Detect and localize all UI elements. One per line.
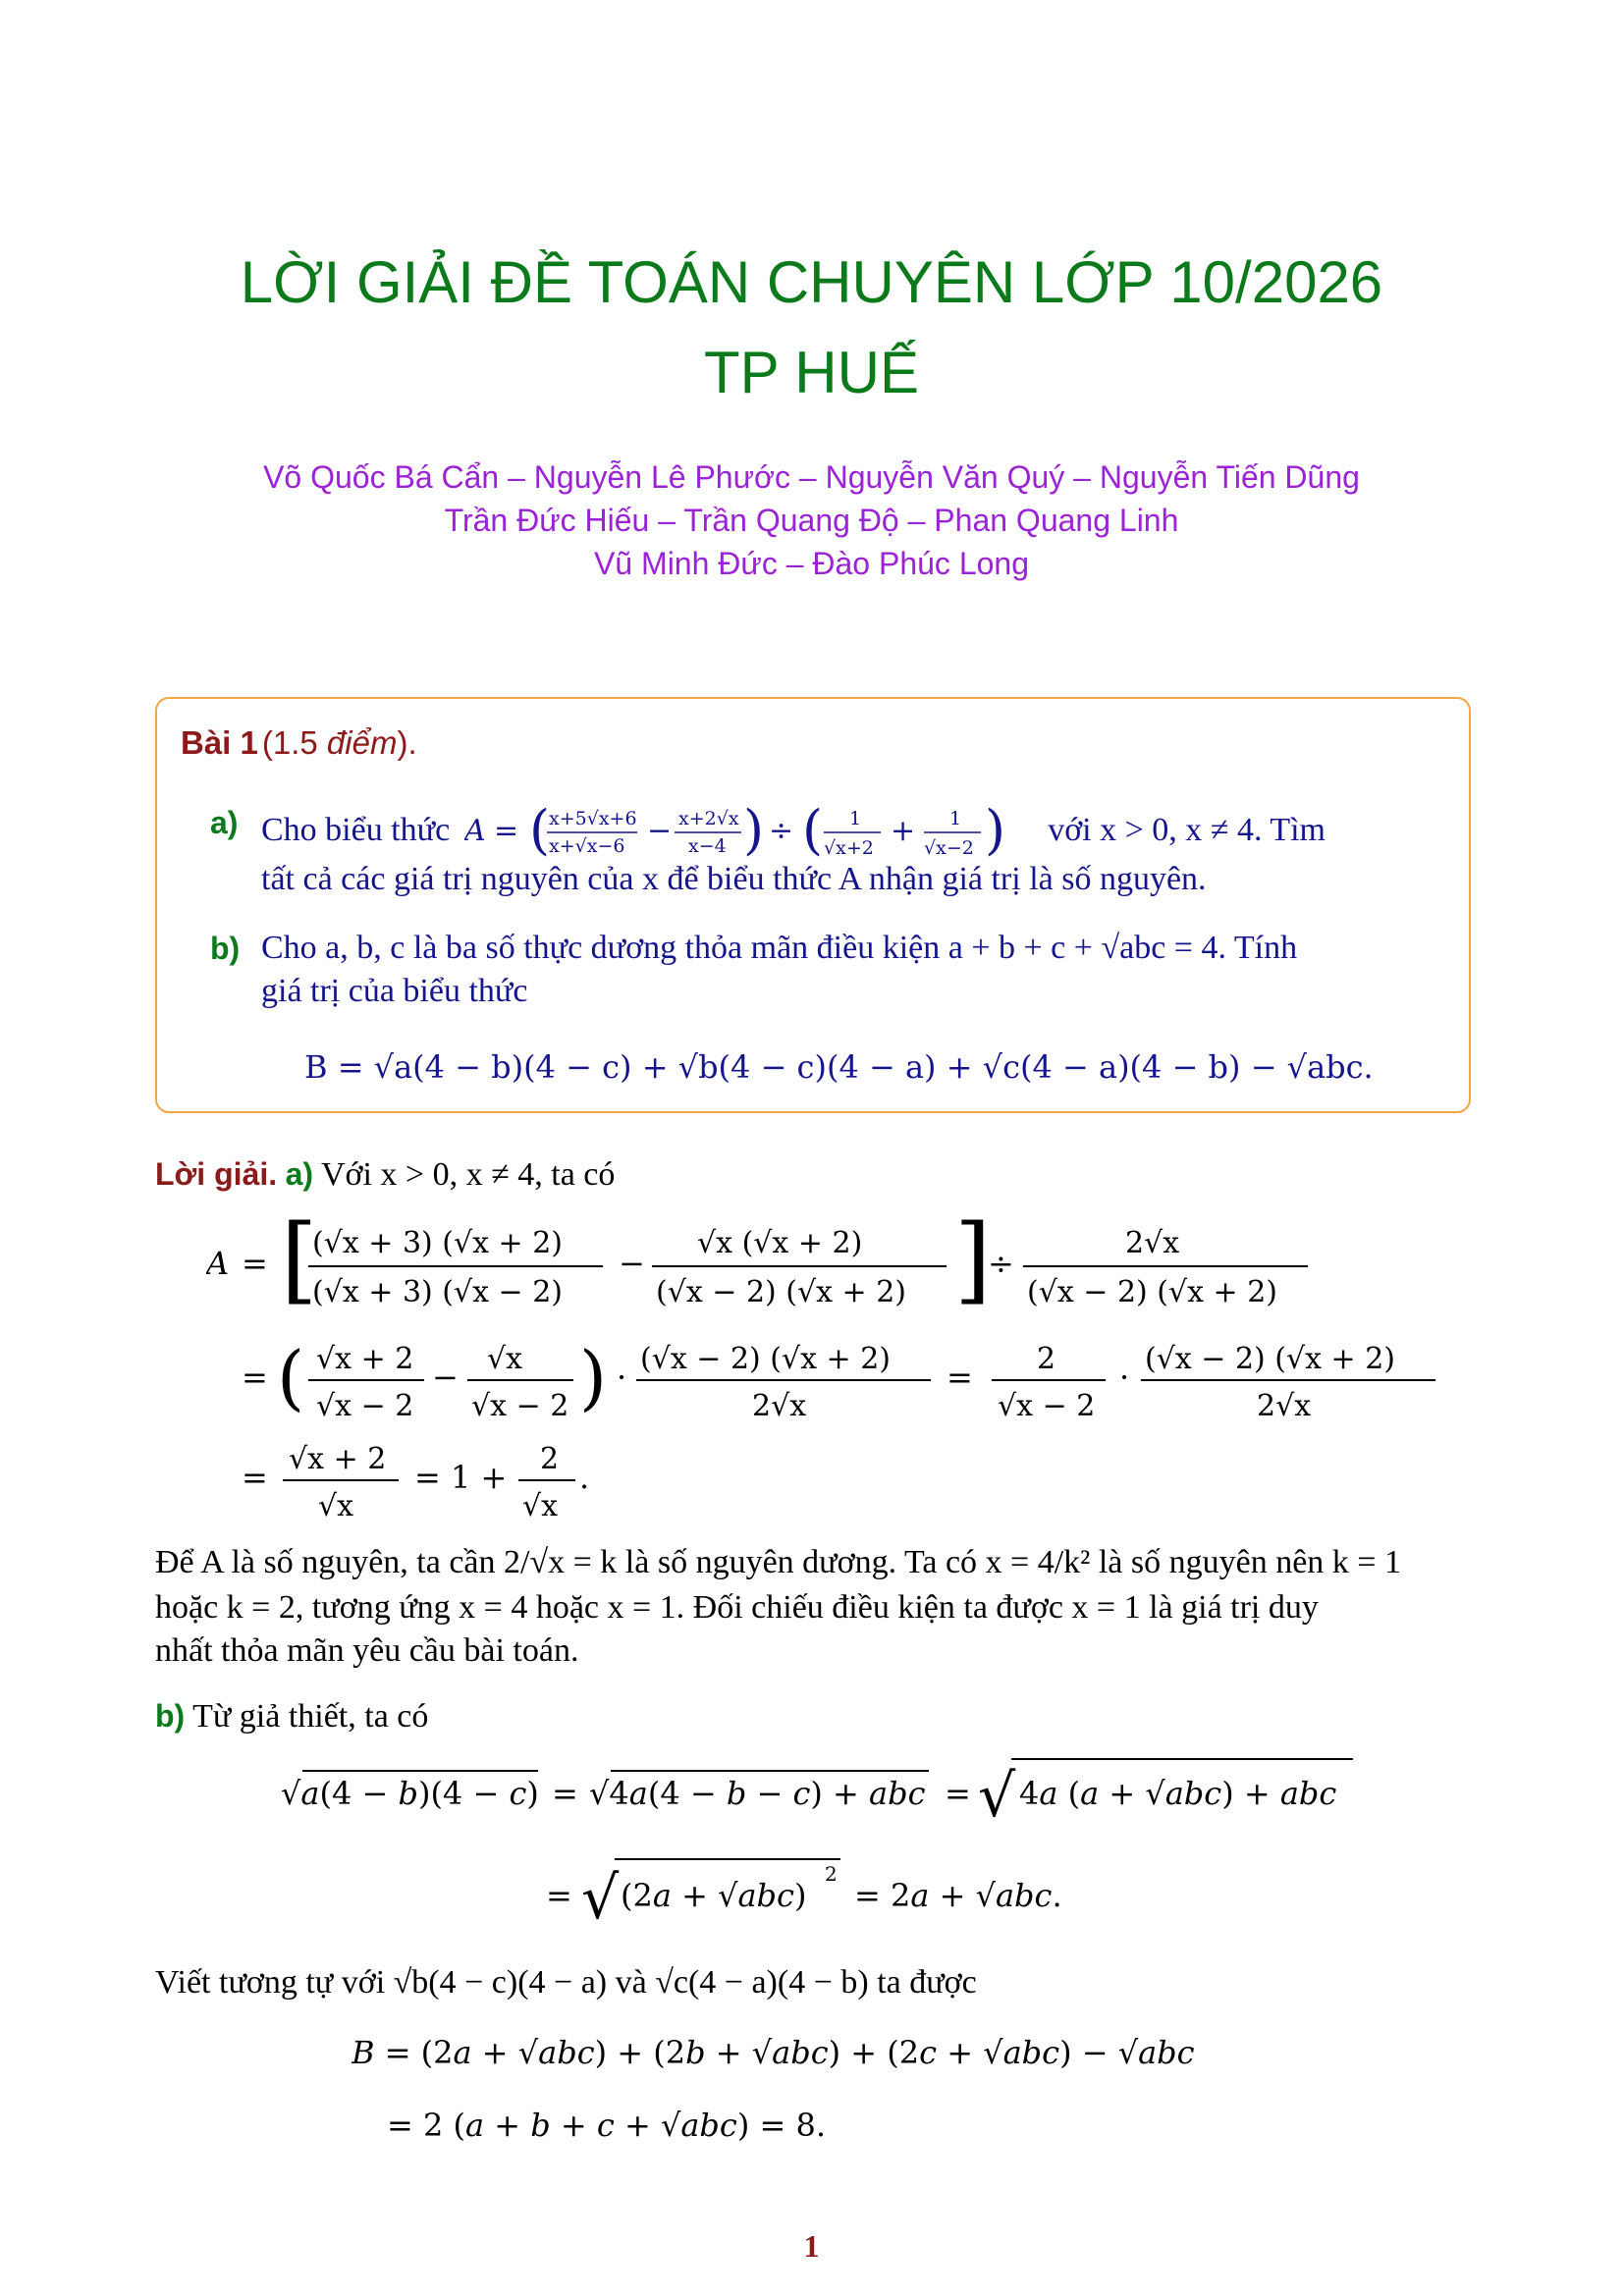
points-open: (1.5 (261, 724, 327, 761)
svg-text:√x − 2: √x − 2 (471, 1389, 569, 1423)
svg-text:x+5√x+6: x+5√x+6 (548, 808, 637, 829)
solution-part-b-intro: Từ giả thiết, ta có (192, 1698, 429, 1735)
svg-text:A: A (463, 814, 486, 848)
svg-text:2: 2 (540, 1442, 560, 1476)
svg-text:(√x − 2) (√x + 2): (√x − 2) (√x + 2) (1027, 1275, 1278, 1309)
svg-text:(2a + √abc): (2a + √abc) (621, 1877, 807, 1914)
problem-part-a-line2: tất cả các giá trị nguyên của x để biểu thức A nhận giá trị là số nguyên. (261, 861, 1207, 897)
solution-part-a-intro: Với x > 0, x ≠ 4, ta có (320, 1156, 616, 1193)
svg-text:÷: ÷ (988, 1245, 1014, 1282)
expression-A-formula (464, 801, 1034, 864)
svg-text:2√x: 2√x (1125, 1226, 1180, 1260)
solution-part-a-conclusion-line1: Để A là số nguyên, ta cần 2/√x = k là số nguyên dương. Ta có x = 4/k² là số nguyên nên k = 1 (155, 1544, 1401, 1580)
svg-text:=: = (947, 1359, 973, 1396)
solution-b-derivation (281, 1749, 1380, 1936)
svg-text:=: = (945, 1775, 971, 1812)
problem-part-a-line1 (261, 801, 1325, 864)
svg-text:2: 2 (1037, 1342, 1056, 1376)
solution-part-a-conclusion-line2: hoặc k = 2, tương ứng x = 4 hoặc x = 1. Đối chiếu điều kiện ta được x = 1 là giá trị duy (155, 1589, 1319, 1626)
authors-line-1: Võ Quốc Bá Cẩn – Nguyễn Lê Phước – Nguyễn Văn Quý – Nguyễn Tiến Dũng (263, 459, 1360, 495)
svg-text:=: = (493, 814, 518, 848)
svg-text:= 1 +: = 1 + (414, 1459, 508, 1496)
svg-text:= 2a + √abc.: = 2a + √abc. (854, 1877, 1062, 1914)
svg-text:): ) (579, 1336, 608, 1418)
authors-line-2: Trần Đức Hiếu – Trần Quang Độ – Phan Quang Linh (444, 503, 1179, 538)
solution-part-b-heading (155, 1694, 428, 1738)
svg-text:.: . (579, 1459, 590, 1496)
svg-text:√: √ (581, 1864, 620, 1933)
svg-text:√x (√x + 2): √x (√x + 2) (697, 1226, 863, 1260)
svg-text:·: · (1119, 1359, 1130, 1396)
svg-text:= 2 (a + b + c + √abc) = 8.: = 2 (a + b + c + √abc) = 8. (387, 2107, 826, 2144)
svg-text:B = (2a + √abc) + (2b + √abc): B = (2a + √abc) + (2b + √abc) + (2c + √abc) − √abc (352, 2034, 1195, 2071)
svg-text:=: = (546, 1877, 572, 1914)
svg-text:]: ] (954, 1209, 992, 1314)
svg-text:·: · (617, 1359, 627, 1396)
problem-heading (181, 724, 417, 762)
points-close: ). (397, 724, 417, 761)
svg-text:A: A (206, 1245, 230, 1282)
problem-part-b-formula: B = √a(4 − b)(4 − c) + √b(4 − c)(4 − a) + √c(4 − a)(4 − b) − √abc. (304, 1048, 1374, 1086)
problem-part-a-label: a) (210, 805, 239, 840)
svg-text:(√x + 3) (√x + 2): (√x + 3) (√x + 2) (312, 1226, 564, 1260)
problem-box (155, 697, 1471, 1113)
svg-text:√x + 2: √x + 2 (289, 1442, 387, 1476)
svg-text:): ) (742, 801, 764, 861)
part-a-text-after: với x > 0, x ≠ 4. Tìm (1048, 811, 1325, 848)
svg-text:√x − 2: √x − 2 (316, 1389, 414, 1423)
svg-text:x−4: x−4 (687, 835, 727, 857)
solution-label: Lời giải. (155, 1156, 278, 1192)
svg-text:=: = (242, 1359, 268, 1396)
svg-text:(√x + 3) (√x − 2): (√x + 3) (√x − 2) (312, 1275, 564, 1309)
solution-part-b-similar: Viết tương tự với √b(4 − c)(4 − a) và √c(4 − a)(4 − b) ta được (155, 1964, 977, 2001)
solution-part-b-label: b) (155, 1698, 186, 1734)
problem-label: Bài 1 (181, 724, 258, 761)
svg-text:): ) (984, 801, 1005, 861)
solution-part-a-label: a) (285, 1156, 314, 1192)
problem-part-b-line1: Cho a, b, c là ba số thực dương thỏa mãn điều kiện a + b + c + √abc = 4. Tính (261, 930, 1298, 966)
solution-part-a-conclusion-line3: nhất thỏa mãn yêu cầu bài toán. (155, 1632, 579, 1669)
svg-text:=: = (242, 1459, 268, 1496)
authors-line-3: Vũ Minh Đức – Đào Phúc Long (594, 546, 1029, 581)
svg-text:√x: √x (522, 1489, 559, 1523)
svg-text:(: ( (528, 801, 550, 861)
svg-text:=: = (242, 1245, 268, 1282)
solution-A-derivation (206, 1209, 1443, 1533)
svg-text:√x − 2: √x − 2 (998, 1389, 1096, 1423)
svg-text:√x: √x (487, 1342, 523, 1376)
svg-text:√a(4 − b)(4 − c): √a(4 − b)(4 − c) (281, 1775, 539, 1812)
svg-text:−: − (646, 814, 672, 848)
solution-B-result (352, 2024, 1314, 2171)
svg-text:−: − (619, 1245, 645, 1282)
svg-text:[: [ (281, 1209, 318, 1314)
svg-text:(√x − 2) (√x + 2): (√x − 2) (√x + 2) (656, 1275, 907, 1309)
svg-text:(: ( (801, 801, 823, 861)
svg-text:√x: √x (318, 1489, 354, 1523)
svg-text:+: + (890, 814, 915, 848)
svg-text:√x−2: √x−2 (923, 837, 974, 859)
problem-part-b-label: b) (210, 931, 241, 966)
points-word: điểm (326, 724, 398, 761)
svg-text:1: 1 (948, 808, 961, 829)
svg-text:√: √ (978, 1762, 1016, 1831)
svg-text:(√x − 2) (√x + 2): (√x − 2) (√x + 2) (1145, 1342, 1396, 1376)
svg-text:√x+2: √x+2 (823, 837, 874, 859)
svg-text:x+√x−6: x+√x−6 (548, 835, 625, 857)
svg-text:1: 1 (848, 808, 861, 829)
svg-text:÷: ÷ (768, 814, 793, 848)
svg-text:x+2√x: x+2√x (677, 808, 739, 829)
problem-part-b-line2: giá trị của biểu thức (261, 973, 528, 1009)
document-title-line1: LỜI GIẢI ĐỀ TOÁN CHUYÊN LỚP 10/2026 (240, 249, 1383, 315)
page-number: 1 (803, 2228, 820, 2264)
svg-text:(: ( (277, 1336, 305, 1418)
svg-text:2: 2 (825, 1862, 838, 1886)
svg-text:4a (a + √abc) + abc: 4a (a + √abc) + abc (1019, 1775, 1337, 1812)
document-title-line2: TP HUẾ (704, 340, 919, 405)
svg-text:2√x: 2√x (752, 1389, 807, 1423)
svg-text:=: = (552, 1775, 578, 1812)
svg-text:−: − (432, 1359, 459, 1396)
svg-text:√x + 2: √x + 2 (316, 1342, 414, 1376)
svg-text:(√x − 2) (√x + 2): (√x − 2) (√x + 2) (640, 1342, 892, 1376)
svg-text:2√x: 2√x (1257, 1389, 1312, 1423)
svg-text:√4a(4 − b − c) + abc: √4a(4 − b − c) + abc (589, 1775, 926, 1812)
part-a-text-before: Cho biểu thức (261, 811, 451, 848)
solution-heading (155, 1152, 615, 1197)
